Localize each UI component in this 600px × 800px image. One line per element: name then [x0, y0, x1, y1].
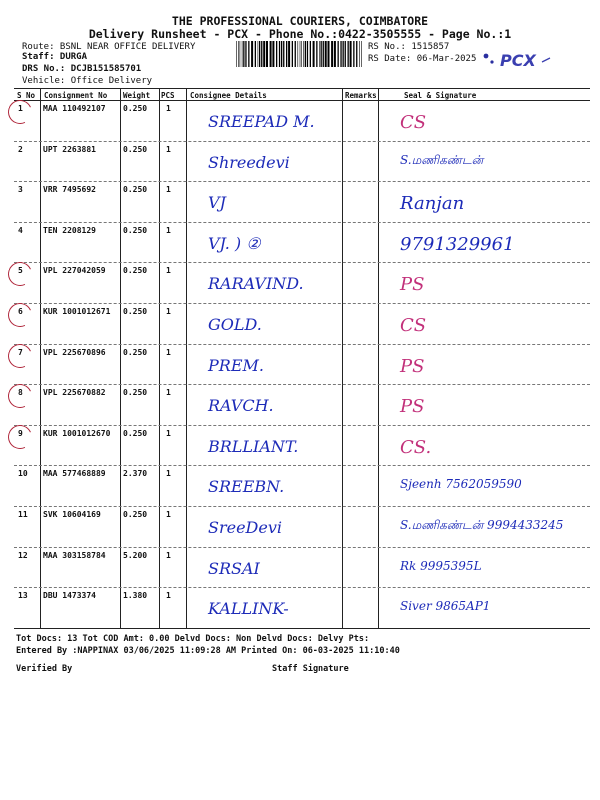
rs-date: RS Date: 06-Mar-2025: [368, 54, 477, 64]
row-consignment-no: VPL 225670882: [43, 388, 106, 398]
row-consignment-no: VPL 227042059: [43, 266, 106, 276]
row-sno: 13: [18, 591, 28, 601]
row-seal-signature: Siver 9865AP1: [400, 599, 491, 614]
table-row: [0, 100, 600, 141]
row-pcs: 1: [166, 225, 171, 235]
row-consignment-no: KUR 1001012670: [43, 428, 111, 438]
row-pcs: 1: [166, 469, 171, 479]
row-seal-signature: PS: [400, 355, 425, 377]
row-weight: 2.370: [123, 469, 148, 479]
row-pcs: 1: [166, 591, 171, 601]
drs-label: DRS No.: DCJB151585701: [22, 64, 142, 74]
row-pcs: 1: [166, 510, 171, 519]
row-seal-signature: CS.: [400, 436, 432, 458]
row-weight: 0.250: [123, 428, 148, 438]
row-circle-mark: [5, 259, 36, 290]
row-pcs: 1: [166, 388, 171, 398]
header-consignee: Consignee Details: [190, 91, 267, 100]
row-seal-signature: Rk 9995395L: [400, 558, 482, 573]
row-circle-mark: [5, 97, 36, 128]
table-row: [0, 587, 600, 628]
row-seal-signature: PS: [400, 396, 425, 418]
table-row: [0, 465, 600, 506]
table-row: [0, 547, 600, 588]
verified-by-label: Verified By: [16, 664, 73, 674]
row-sno: 5: [18, 266, 23, 276]
row-consignment-no: KUR 1001012671: [43, 307, 111, 316]
staff-label: Staff: DURGA: [22, 52, 88, 62]
row-sno: 3: [18, 185, 23, 195]
row-sno: 2: [18, 144, 23, 154]
row-weight: 0.250: [123, 185, 148, 195]
table-row: [0, 384, 600, 425]
row-consignment-no: DBU 1473374: [43, 591, 96, 601]
totals-line: Tot Docs: 13 Tot COD Amt: 0.00 Delvd Docs: Non Delvd Docs: Delvy Pts:: [16, 634, 370, 644]
stamp-text: PCX: [500, 51, 536, 70]
table-row: [0, 506, 600, 547]
row-consignee-handwriting: RARAVIND.: [208, 274, 304, 294]
vehicle-label: Vehicle: Office Delivery: [22, 76, 153, 86]
barcode-image: [236, 41, 364, 67]
row-circle-mark: [5, 300, 36, 331]
row-consignee-handwriting: BRLLIANT.: [208, 436, 299, 456]
row-consignment-no: UPT 2263881: [43, 144, 96, 154]
table-row: [0, 262, 600, 303]
row-sno: 9: [18, 428, 23, 438]
header-consignment: Consignment No: [44, 91, 108, 100]
row-weight: 1.380: [123, 591, 148, 601]
row-pcs: 1: [166, 144, 171, 154]
table-bottom-border: [14, 628, 590, 629]
row-pcs: 1: [166, 266, 171, 276]
row-seal-signature: PS: [400, 274, 425, 296]
row-weight: 0.250: [123, 266, 148, 276]
row-sno: 1: [18, 104, 23, 113]
row-consignee-handwriting: GOLD.: [208, 315, 262, 334]
row-seal-signature: Sjeenh 7562059590: [400, 477, 522, 492]
runsheet-subtitle: Delivery Runsheet - PCX - Phone No.:0422-3505555 - Page No.:1: [88, 27, 512, 41]
entered-by-line: Entered By :NAPPINAX 03/06/2025 11:09:28 AM Printed On: 06-03-2025 11:10:40: [16, 646, 400, 656]
row-sno: 11: [18, 510, 28, 519]
row-weight: 0.250: [123, 144, 148, 154]
row-pcs: 1: [166, 550, 171, 560]
table-row: [0, 303, 600, 344]
row-consignee-handwriting: SREEBN.: [208, 477, 285, 497]
row-circle-mark: [5, 340, 36, 371]
pcx-stamp-logo: [480, 48, 570, 70]
route-label: Route: BSNL NEAR OFFICE DELIVERY: [22, 42, 196, 52]
row-consignee-handwriting: VJ: [208, 193, 226, 213]
row-consignee-handwriting: VJ. ) ②: [208, 233, 261, 253]
staff-signature-label: Staff Signature: [272, 664, 349, 674]
row-circle-mark: [5, 421, 36, 452]
row-consignment-no: VRR 7495692: [43, 185, 96, 195]
row-weight: 0.250: [123, 307, 148, 316]
row-seal-signature: CS: [400, 112, 427, 133]
row-sno: 7: [18, 347, 23, 357]
row-weight: 0.250: [123, 510, 148, 519]
header-remarks: Remarks: [345, 91, 377, 100]
row-sno: 10: [18, 469, 28, 479]
row-consignment-no: VPL 225670896: [43, 347, 106, 357]
row-pcs: 1: [166, 347, 171, 357]
header-pcs: PCS: [161, 91, 175, 100]
table-row: [0, 141, 600, 182]
row-pcs: 1: [166, 307, 171, 316]
row-weight: 5.200: [123, 550, 148, 560]
row-consignment-no: MAA 303158784: [43, 550, 106, 560]
table-row: [0, 344, 600, 385]
row-sno: 6: [18, 307, 23, 316]
row-weight: 0.250: [123, 347, 148, 357]
row-weight: 0.250: [123, 388, 148, 398]
row-consignee-handwriting: KALLINK-: [208, 599, 289, 619]
row-sno: 12: [18, 550, 28, 560]
row-consignment-no: MAA 110492107: [43, 104, 106, 113]
row-weight: 0.250: [123, 225, 148, 235]
row-consignee-handwriting: SREEPAD M.: [208, 112, 315, 131]
row-consignee-handwriting: SreeDevi: [208, 518, 282, 537]
header-weight: Weight: [123, 91, 151, 100]
row-pcs: 1: [166, 185, 171, 195]
row-weight: 0.250: [123, 104, 148, 113]
header-sno: S No: [17, 91, 36, 100]
row-consignee-handwriting: Shreedevi: [208, 152, 290, 172]
row-consignment-no: TEN 2208129: [43, 225, 96, 235]
table-top-border: [14, 88, 590, 89]
rs-number: RS No.: 1515857: [368, 42, 450, 52]
row-consignment-no: MAA 577468889: [43, 469, 106, 479]
table-row: [0, 222, 600, 263]
row-consignment-no: SVK 10604169: [43, 510, 101, 519]
row-sno: 4: [18, 225, 23, 235]
row-seal-signature: S.மணிகண்டன்: [400, 152, 484, 167]
row-pcs: 1: [166, 428, 171, 438]
row-pcs: 1: [166, 104, 171, 113]
table-row: [0, 181, 600, 222]
company-title: THE PROFESSIONAL COURIERS, COIMBATORE: [171, 14, 429, 28]
row-sno: 8: [18, 388, 23, 398]
row-seal-signature: Ranjan: [400, 193, 465, 215]
row-circle-mark: [5, 381, 36, 412]
row-consignee-handwriting: PREM.: [208, 355, 264, 375]
row-consignee-handwriting: RAVCH.: [208, 396, 274, 416]
header-seal: Seal & Signature: [404, 91, 477, 100]
row-seal-signature: CS: [400, 315, 427, 336]
row-seal-signature: 9791329961: [400, 233, 515, 255]
row-seal-signature: S.மணிகண்டன் 9994433245: [400, 518, 564, 532]
table-row: [0, 425, 600, 466]
row-consignee-handwriting: SRSAI: [208, 558, 260, 578]
